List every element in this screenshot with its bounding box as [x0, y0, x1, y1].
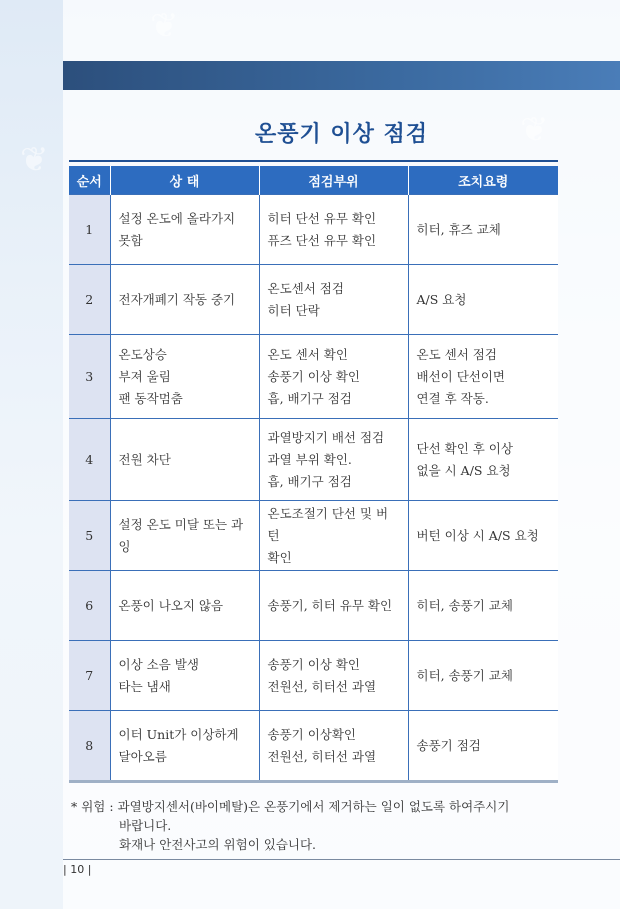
cell-line: 달아오름 — [118, 748, 167, 764]
cell-line: 흡, 배기구 점검 — [267, 390, 352, 406]
table-row — [69, 571, 558, 641]
cell-line: 온도 센서 확인 — [267, 346, 348, 362]
cell-line: 전자개폐기 작동 중기 — [118, 291, 236, 307]
cell-action — [408, 711, 558, 781]
table-header-row — [69, 166, 558, 195]
cell-line: 단선 확인 후 이상 — [416, 440, 513, 456]
table-bottom-rule — [69, 780, 558, 783]
cell-line: 연결 후 작동. — [416, 390, 489, 406]
cell-line: 과열방지기 배선 점검 — [267, 429, 385, 445]
cell-line: 부져 울림 — [118, 368, 171, 384]
page-number: | 10 | — [63, 863, 92, 876]
cell-line: 히터 단락 — [267, 302, 320, 318]
cell-line: 송풍기, 히터 유무 확인 — [267, 597, 393, 613]
cell-line: 송풍기 이상 확인 — [267, 656, 360, 672]
cell-line: A/S 요청 — [416, 291, 467, 307]
cell-line: 확인 — [267, 549, 292, 565]
cell-check — [259, 195, 408, 265]
page-title: 온풍기 이상 점검 — [254, 122, 429, 147]
cell-action — [408, 571, 558, 641]
cell-check — [259, 501, 408, 571]
cell-state — [110, 711, 259, 781]
cell-line: 온도조절기 단선 및 버턴 — [267, 505, 389, 543]
note-line: * 위험 : 과열방지센서(바이메탈)은 온풍기에서 제거하는 일이 없도록 하여주시기 — [71, 799, 510, 814]
cell-action — [408, 419, 558, 501]
cell-line: 전원 차단 — [118, 451, 171, 467]
cell-line: 과열 부위 확인. — [267, 451, 352, 467]
cell-line: 온풍이 나오지 않음 — [118, 597, 224, 613]
cell-check — [259, 641, 408, 711]
cell-line: 이터 Unit가 이상하게 — [118, 726, 239, 742]
cell-line: 버턴 이상 시 A/S 요청 — [416, 527, 539, 543]
cell-line: 설정 온도에 올라가지 — [118, 210, 236, 226]
row-number: 1 — [69, 195, 110, 265]
cell-state — [110, 571, 259, 641]
butterfly-decoration-icon: ❦ — [20, 140, 49, 180]
title-rule — [69, 160, 558, 162]
cell-line: 못함 — [118, 232, 143, 248]
cell-action — [408, 335, 558, 419]
cell-check — [259, 571, 408, 641]
row-number: 2 — [69, 265, 110, 335]
row-number: 7 — [69, 641, 110, 711]
row-number: 6 — [69, 571, 110, 641]
cell-check — [259, 265, 408, 335]
row-number: 8 — [69, 711, 110, 781]
header-order: 순서 — [69, 166, 110, 195]
row-number: 4 — [69, 419, 110, 501]
cell-line: 팬 동작멈춤 — [118, 390, 183, 406]
cell-state — [110, 641, 259, 711]
cell-check — [259, 335, 408, 419]
cell-check — [259, 419, 408, 501]
cell-line: 퓨즈 단선 유무 확인 — [267, 232, 377, 248]
cell-line: 흡, 배기구 점검 — [267, 473, 352, 489]
header-state: 상 태 — [110, 166, 259, 195]
cell-line: 타는 냄새 — [118, 678, 171, 694]
note-line: 바랍니다. — [119, 818, 172, 833]
cell-line: 이상 소음 발생 — [118, 656, 199, 672]
cell-line: 히터, 휴즈 교체 — [416, 221, 501, 237]
table-row — [69, 195, 558, 265]
cell-line: 설정 온도 미달 또는 과잉 — [118, 516, 244, 554]
cell-line: 송풍기 점검 — [416, 737, 481, 753]
cell-check — [259, 711, 408, 781]
table-row — [69, 501, 558, 571]
table-body — [69, 195, 558, 781]
header-action: 조치요령 — [408, 166, 558, 195]
table-row — [69, 265, 558, 335]
cell-action — [408, 641, 558, 711]
cell-action — [408, 265, 558, 335]
warning-note — [71, 797, 571, 854]
header-check-area: 점검부위 — [259, 166, 408, 195]
table-row — [69, 641, 558, 711]
row-number: 3 — [69, 335, 110, 419]
row-number: 5 — [69, 501, 110, 571]
cell-line: 히터, 송풍기 교체 — [416, 667, 513, 683]
cell-action — [408, 501, 558, 571]
footer-rule — [63, 859, 620, 860]
table-row — [69, 419, 558, 501]
cell-state — [110, 335, 259, 419]
cell-line: 배선이 단선이면 — [416, 368, 505, 384]
table-row — [69, 335, 558, 419]
cell-line: 전원선, 히터선 과열 — [267, 678, 377, 694]
header-bar — [63, 61, 620, 90]
cell-state — [110, 419, 259, 501]
troubleshooting-table — [69, 166, 558, 781]
cell-line: 온도센서 점검 — [267, 280, 344, 296]
cell-line: 송풍기 이상 확인 — [267, 368, 360, 384]
cell-line: 송풍기 이상확인 — [267, 726, 356, 742]
cell-line: 히터, 송풍기 교체 — [416, 597, 513, 613]
cell-line: 히터 단선 유무 확인 — [267, 210, 377, 226]
cell-line: 전원선, 히터선 과열 — [267, 748, 377, 764]
cell-line: 온도 센서 점검 — [416, 346, 497, 362]
cell-action — [408, 195, 558, 265]
cell-line: 없을 시 A/S 요청 — [416, 462, 511, 478]
table-row — [69, 711, 558, 781]
cell-state — [110, 501, 259, 571]
note-line: 화재나 안전사고의 위험이 있습니다. — [119, 837, 317, 852]
cell-state — [110, 265, 259, 335]
cell-state — [110, 195, 259, 265]
cell-line: 온도상승 — [118, 346, 167, 362]
